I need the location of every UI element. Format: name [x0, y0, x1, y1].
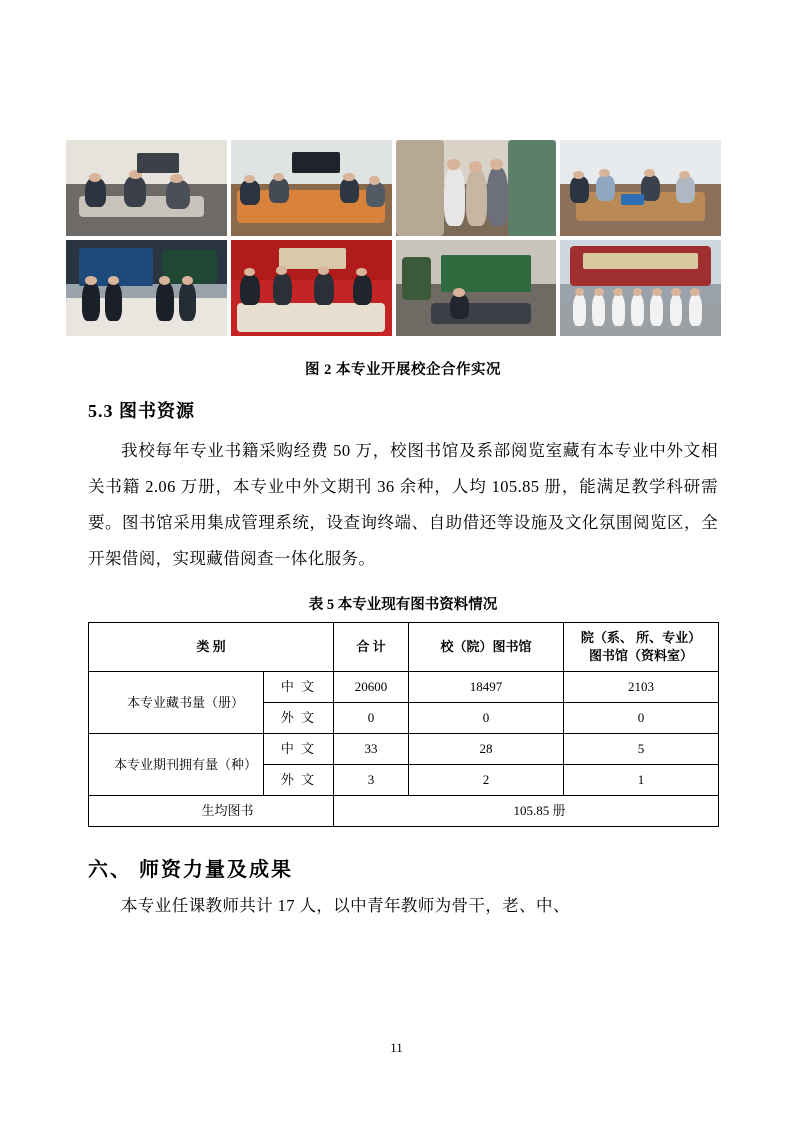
photo-projector-room — [396, 240, 557, 336]
journals-fn-dept: 1 — [564, 765, 719, 796]
books-fn-total: 0 — [334, 703, 409, 734]
photo-seminar-table — [560, 140, 721, 236]
photo-classroom-lecture — [66, 240, 227, 336]
photo-campus-group — [560, 240, 721, 336]
lang-chinese: 中 文 — [264, 672, 334, 703]
header-dept-library-line1: 院（系、 所、专业） — [580, 630, 702, 645]
header-school-library: 校（院）图书馆 — [409, 623, 564, 672]
header-total: 合 计 — [334, 623, 409, 672]
books-cn-dept: 2103 — [564, 672, 719, 703]
page-content — [88, 140, 718, 924]
section-heading-6: 六、 师资力量及成果 — [88, 859, 293, 881]
library-resources-table — [88, 622, 719, 827]
table-row — [89, 672, 719, 703]
table-header-row — [89, 623, 719, 672]
header-category: 类 别 — [89, 623, 334, 672]
figure-photo-grid — [66, 140, 721, 336]
footer-value-per-capita: 105.85 册 — [334, 796, 719, 827]
section-paragraph-5-3: 我校每年专业书籍采购经费 50 万，校图书馆及系部阅览室藏有本专业中外文相关书籍 2.06 万册，本专业中外文期刊 36 余种，人均 105.85 册，能满足教学科研需要。图书馆采用集成管理系统，设查询终端、自助借还等设施及文化氛围阅览区，全开架借阅，实现藏借阅查一体化服务。 — [88, 441, 718, 568]
section-paragraph-6: 本专业任课教师共计 17 人，以中青年教师为骨干，老、中、 — [121, 896, 570, 915]
journals-cn-dept: 5 — [564, 734, 719, 765]
journals-cn-school: 28 — [409, 734, 564, 765]
books-cn-school: 18497 — [409, 672, 564, 703]
books-fn-dept: 0 — [564, 703, 719, 734]
figure-caption: 图 2 本专业开展校企合作实况 — [305, 362, 501, 378]
photo-meeting-room-1 — [66, 140, 227, 236]
books-fn-school: 0 — [409, 703, 564, 734]
header-dept-library — [564, 623, 719, 672]
lang-foreign: 外 文 — [264, 703, 334, 734]
table-footer-row — [89, 796, 719, 827]
journals-cn-total: 33 — [334, 734, 409, 765]
lang-foreign: 外 文 — [264, 765, 334, 796]
journals-fn-school: 2 — [409, 765, 564, 796]
table-row — [89, 734, 719, 765]
photo-conference-table — [231, 140, 392, 236]
footer-label-per-capita: 生均图书 — [89, 796, 334, 827]
photo-signing-ceremony — [231, 240, 392, 336]
header-dept-library-line2: 图书馆（资料室） — [589, 648, 694, 663]
section-heading-5-3: 5.3 图书资源 — [88, 401, 195, 421]
photo-group-standing — [396, 140, 557, 236]
row-label-journals: 本专业期刊拥有量（种） — [89, 734, 264, 796]
journals-fn-total: 3 — [334, 765, 409, 796]
page-number: 11 — [390, 1040, 403, 1055]
lang-chinese: 中 文 — [264, 734, 334, 765]
row-label-books: 本专业藏书量（册） — [89, 672, 264, 734]
table-caption: 表 5 本专业现有图书资料情况 — [308, 597, 498, 613]
books-cn-total: 20600 — [334, 672, 409, 703]
